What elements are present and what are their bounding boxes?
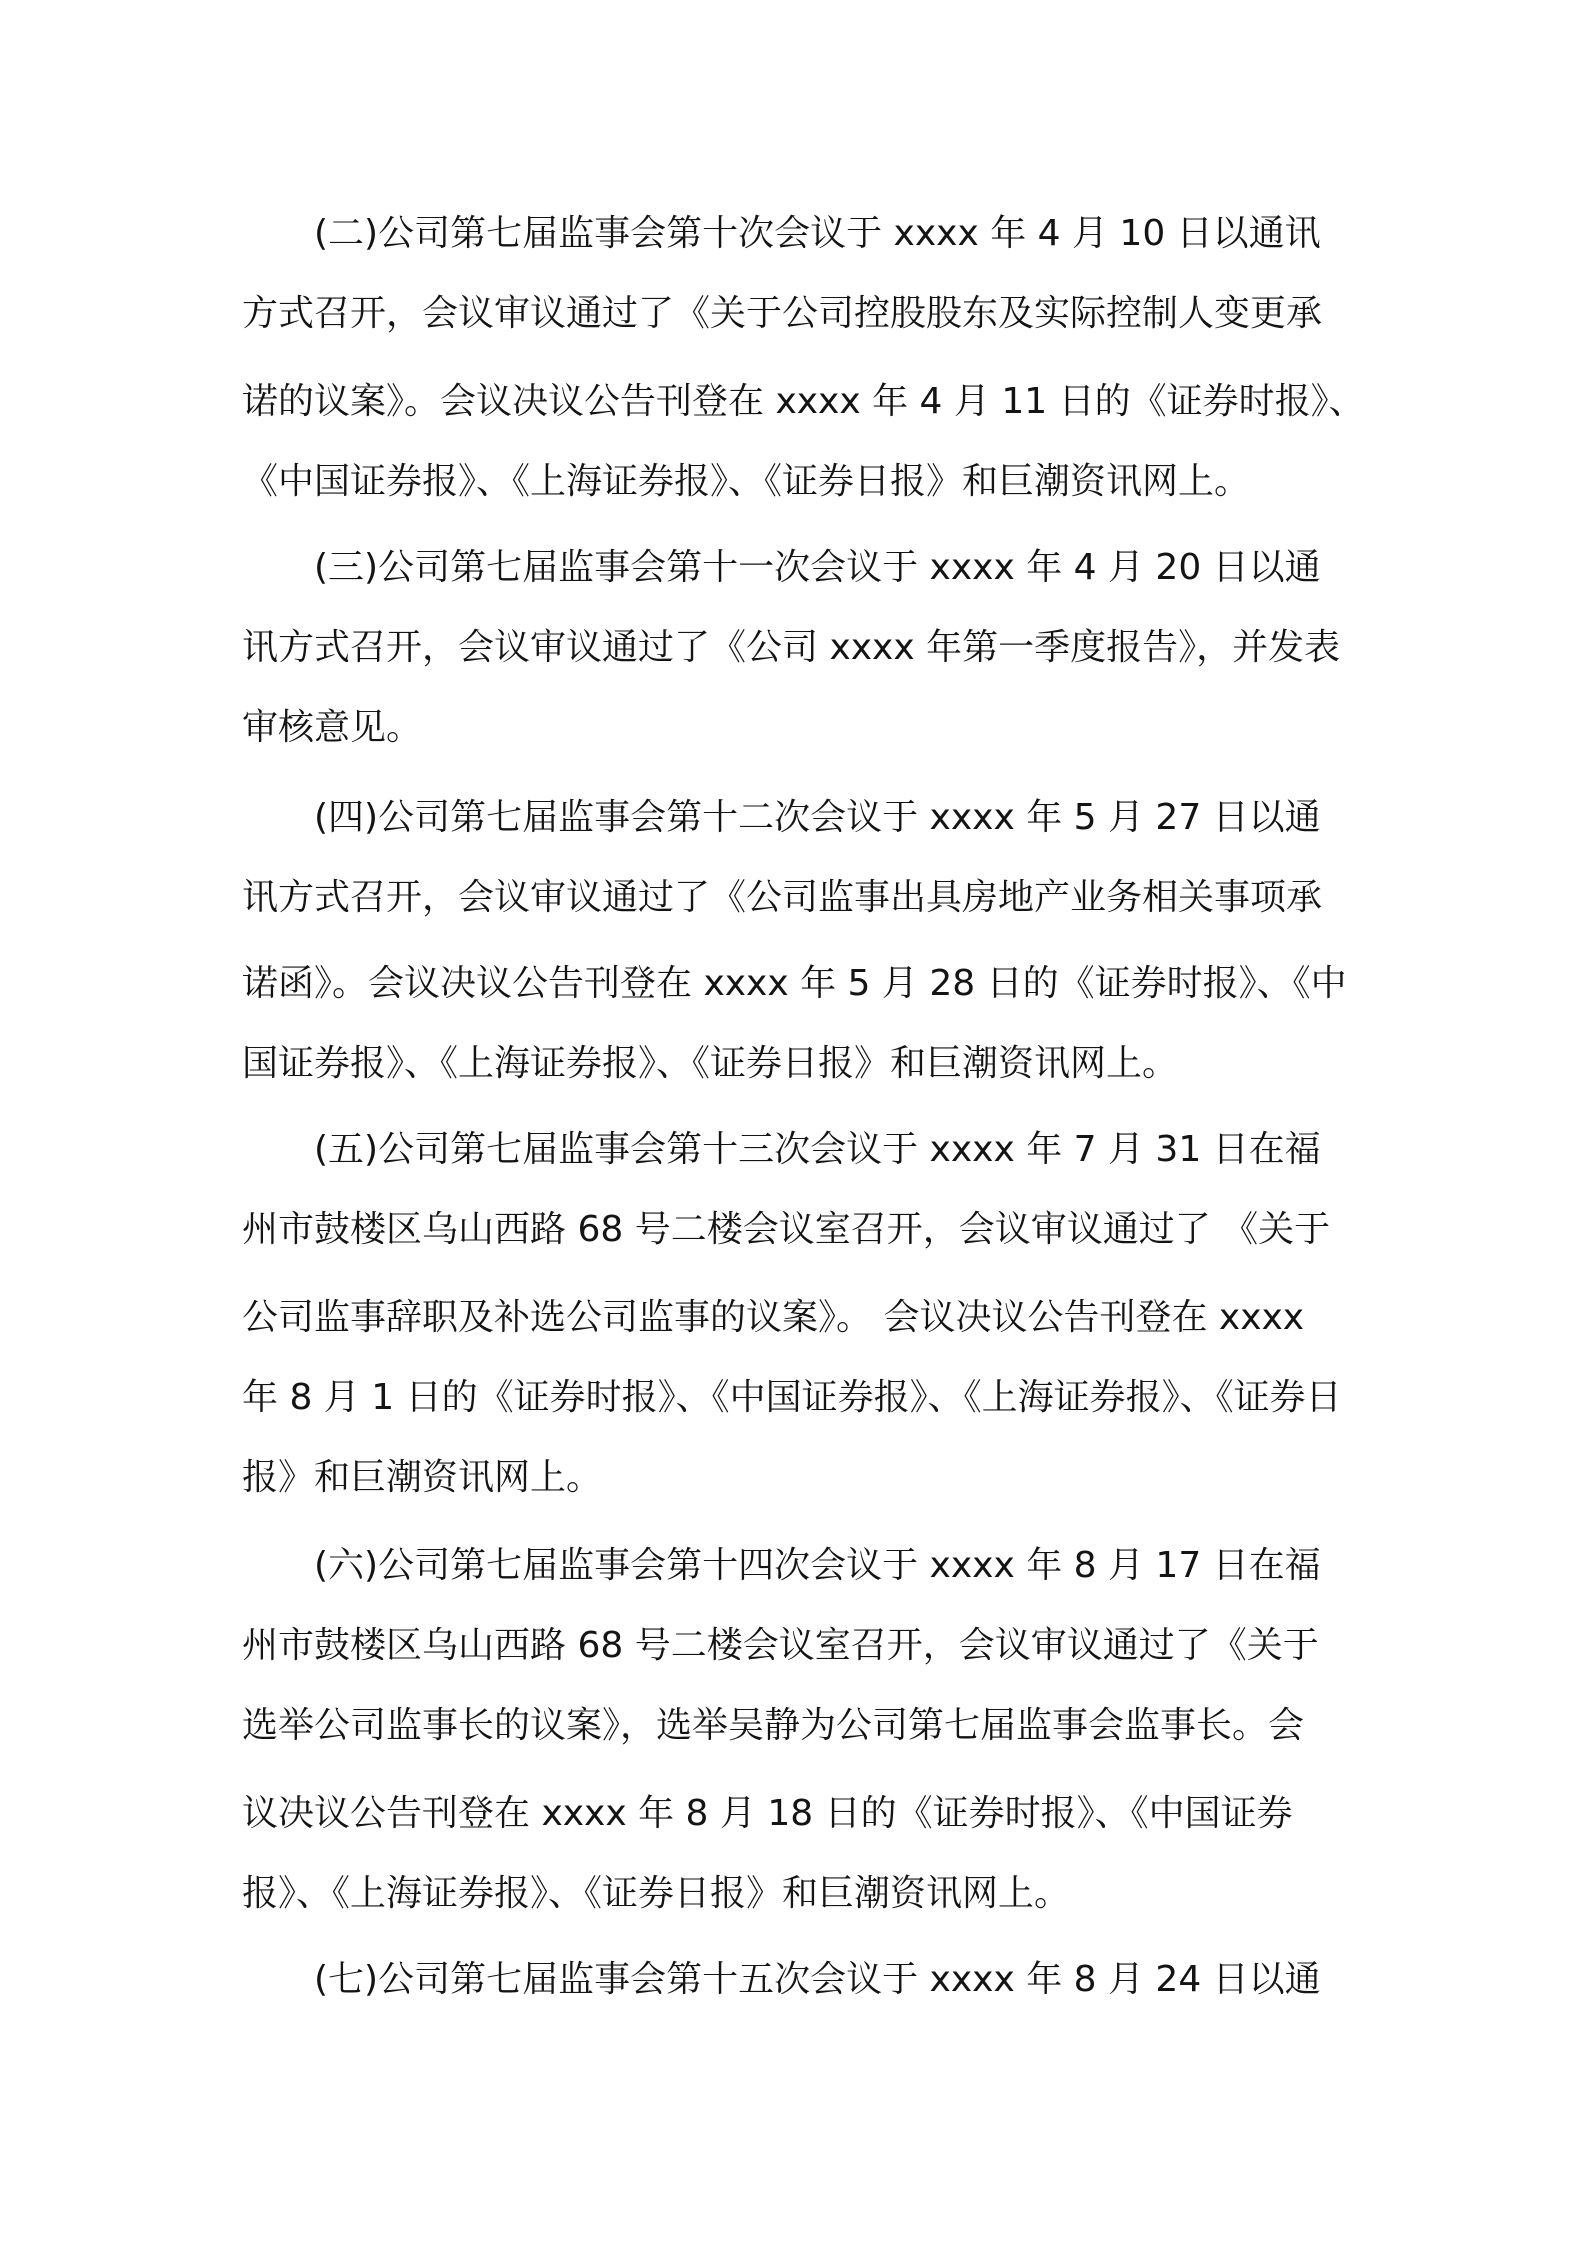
paragraph-line: 报》和巨潮资讯网上。 — [242, 1457, 603, 1498]
paragraph-line: (五)公司第七届监事会第十三次会议于 xxxx 年 7 月 31 日在福 — [314, 1129, 1321, 1170]
paragraph-line: 国证券报》、《上海证券报》、《证券日报》和巨潮资讯网上。 — [242, 1043, 1179, 1084]
paragraph-line: 公司监事辞职及补选公司监事的议案》。 会议决议公告刊登在 xxxx — [242, 1297, 1305, 1338]
paragraph-line: 方式召开，会议审议通过了《关于公司控股股东及实际控制人变更承 — [242, 293, 1323, 334]
paragraph-line: 讯方式召开，会议审议通过了《公司监事出具房地产业务相关事项承 — [242, 877, 1323, 918]
paragraph-line: (三)公司第七届监事会第十一次会议于 xxxx 年 4 月 20 日以通 — [314, 547, 1321, 588]
paragraph-line: (七)公司第七届监事会第十五次会议于 xxxx 年 8 月 24 日以通 — [314, 1959, 1321, 2000]
paragraph-line: 审核意见。 — [242, 707, 423, 748]
paragraph-line: 州市鼓楼区乌山西路 68 号二楼会议室召开，会议审议通过了《关于 — [242, 1625, 1319, 1666]
paragraph-line: 《中国证券报》、《上海证券报》、《证券日报》和巨潮资讯网上。 — [242, 461, 1251, 502]
paragraph-line: (二)公司第七届监事会第十次会议于 xxxx 年 4 月 10 日以通讯 — [314, 213, 1321, 254]
paragraph-line: 选举公司监事长的议案》，选举吴静为公司第七届监事会监事长。会 — [242, 1705, 1305, 1746]
paragraph-line: (六)公司第七届监事会第十四次会议于 xxxx 年 8 月 17 日在福 — [314, 1545, 1321, 1586]
paragraph-line: 州市鼓楼区乌山西路 68 号二楼会议室召开，会议审议通过了 《关于 — [242, 1209, 1331, 1250]
paragraph-line: 讯方式召开，会议审议通过了《公司 xxxx 年第一季度报告》，并发表 — [242, 627, 1341, 668]
paragraph-line: (四)公司第七届监事会第十二次会议于 xxxx 年 5 月 27 日以通 — [314, 797, 1321, 838]
paragraph-line: 年 8 月 1 日的《证券时报》、《中国证券报》、《上海证券报》、《证券日 — [242, 1377, 1342, 1418]
paragraph-line: 诺函》。会议决议公告刊登在 xxxx 年 5 月 28 日的《证券时报》、《中 — [242, 963, 1347, 1004]
paragraph-line: 诺的议案》。会议决议公告刊登在 xxxx 年 4 月 11 日的《证券时报》、 — [242, 381, 1365, 422]
paragraph-line: 议决议公告刊登在 xxxx 年 8 月 18 日的《证券时报》、《中国证券 — [242, 1793, 1293, 1834]
paragraph-line: 报》、《上海证券报》、《证券日报》和巨潮资讯网上。 — [242, 1873, 1071, 1914]
